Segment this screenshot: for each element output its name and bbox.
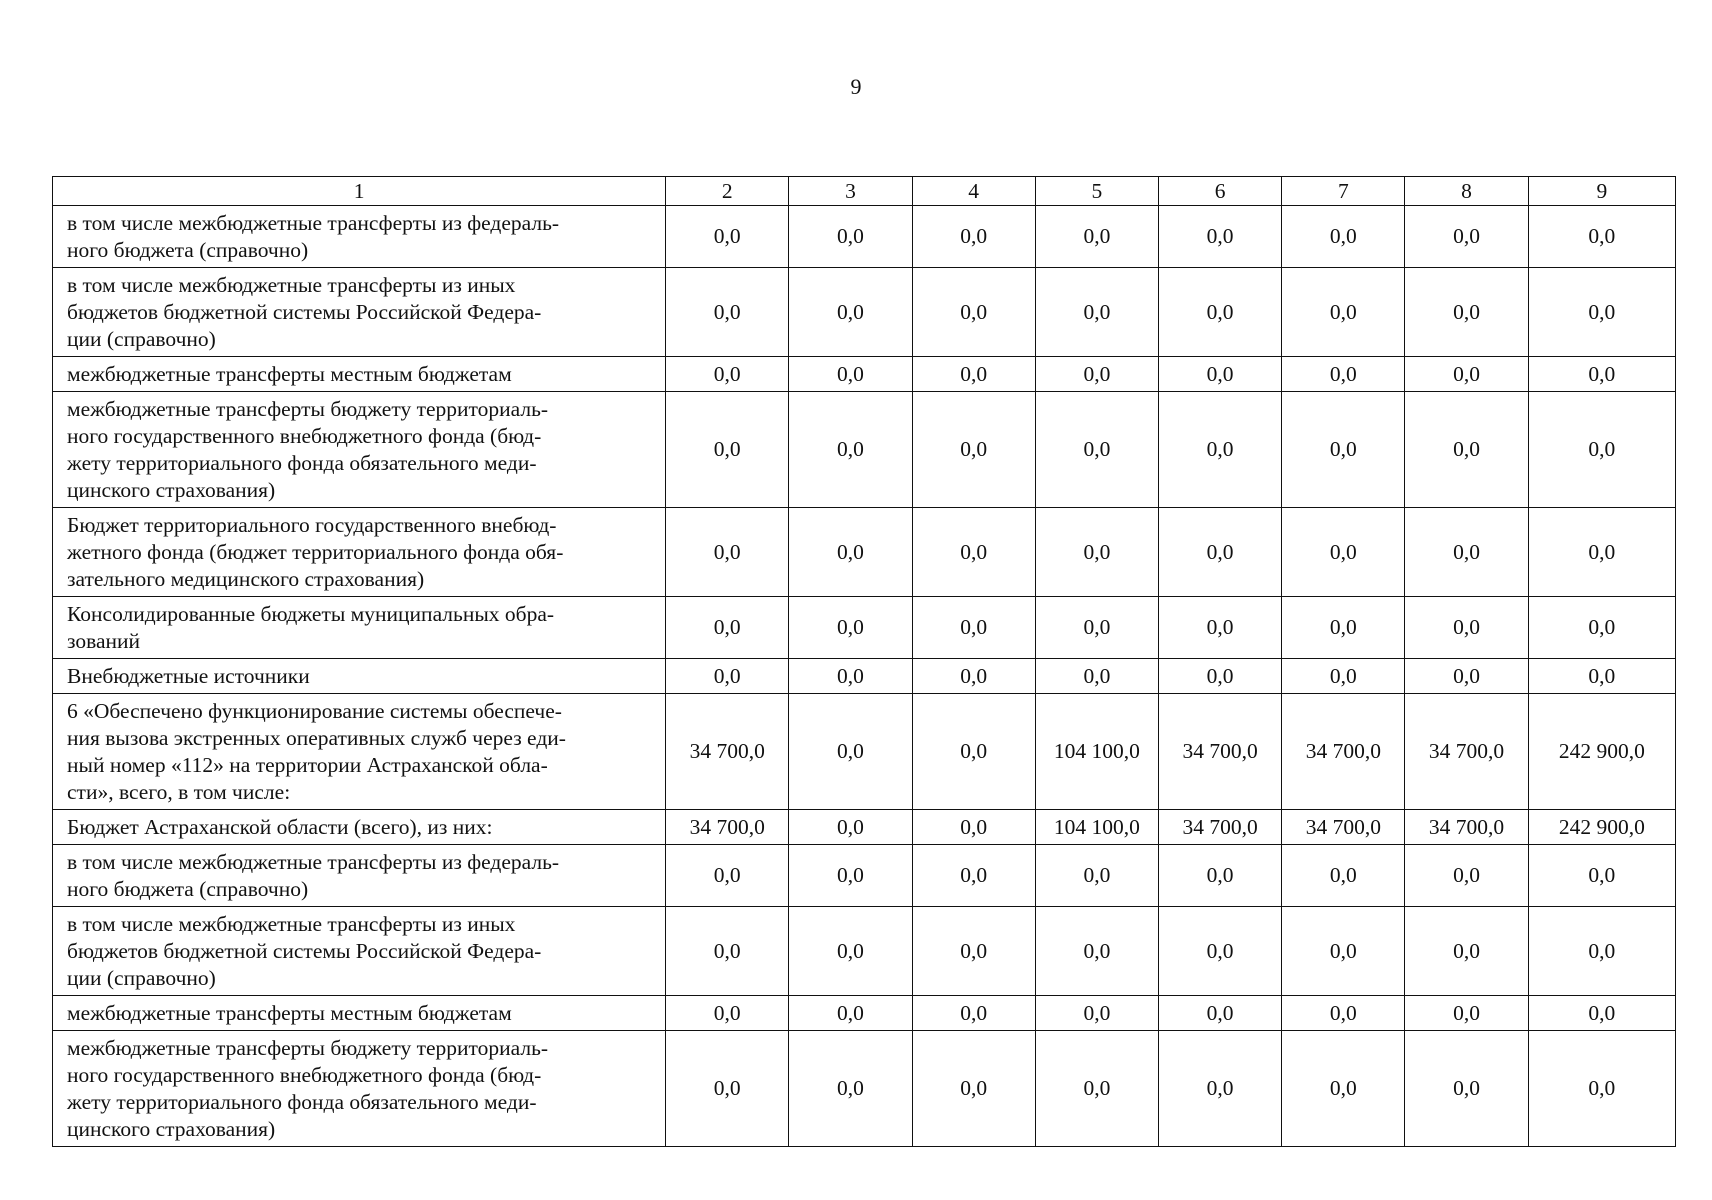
value-cell: 0,0 <box>1035 996 1158 1031</box>
table-row <box>53 206 1676 268</box>
description-line: в том числе межбюджетные трансферты из иных <box>67 272 516 297</box>
value-cell: 0,0 <box>1035 907 1158 996</box>
value-cell: 0,0 <box>1528 357 1675 392</box>
description-line: жету территориального фонда обязательного меди- <box>67 450 537 475</box>
value-cell: 0,0 <box>1035 659 1158 694</box>
value-cell: 0,0 <box>1282 659 1405 694</box>
value-cell: 0,0 <box>1282 357 1405 392</box>
value-cell: 0,0 <box>789 810 912 845</box>
value-cell: 0,0 <box>1405 845 1528 907</box>
value-cell: 34 700,0 <box>666 694 789 810</box>
description-line: в том числе межбюджетные трансферты из иных <box>67 911 516 936</box>
row-description <box>53 508 666 597</box>
description-line: цинского страхования) <box>67 1116 276 1141</box>
value-cell: 0,0 <box>1035 392 1158 508</box>
value-cell: 0,0 <box>1405 357 1528 392</box>
budget-table <box>52 176 1676 1147</box>
row-description <box>53 268 666 357</box>
value-cell: 0,0 <box>666 996 789 1031</box>
description-line: Консолидированные бюджеты муниципальных обра- <box>67 601 555 626</box>
value-cell: 0,0 <box>1528 1031 1675 1147</box>
value-cell: 0,0 <box>666 845 789 907</box>
description-line: бюджетов бюджетной системы Российской Федера- <box>67 299 542 324</box>
table-row <box>53 996 1676 1031</box>
value-cell: 242 900,0 <box>1528 694 1675 810</box>
value-cell: 0,0 <box>1159 206 1282 268</box>
value-cell: 0,0 <box>1159 907 1282 996</box>
value-cell: 0,0 <box>912 1031 1035 1147</box>
table-row <box>53 392 1676 508</box>
column-header: 6 <box>1159 177 1282 206</box>
description-line: Бюджет территориального государственного внебюд- <box>67 512 557 537</box>
description-line: цинского страхования) <box>67 477 276 502</box>
value-cell: 0,0 <box>1282 845 1405 907</box>
description-line: Бюджет Астраханской области (всего), из них: <box>67 814 493 839</box>
value-cell: 0,0 <box>1282 597 1405 659</box>
value-cell: 0,0 <box>1159 392 1282 508</box>
value-cell: 0,0 <box>912 907 1035 996</box>
page-number: 9 <box>850 74 862 99</box>
table-body <box>53 206 1676 1147</box>
value-cell: 104 100,0 <box>1035 810 1158 845</box>
description-line: ного бюджета (справочно) <box>67 237 309 262</box>
value-cell: 0,0 <box>1405 996 1528 1031</box>
value-cell: 34 700,0 <box>1405 694 1528 810</box>
value-cell: 0,0 <box>789 1031 912 1147</box>
value-cell: 0,0 <box>1528 597 1675 659</box>
value-cell: 0,0 <box>1035 508 1158 597</box>
column-header: 5 <box>1035 177 1158 206</box>
description-line: ный номер «112» на территории Астраханской обла- <box>67 752 548 777</box>
value-cell: 34 700,0 <box>666 810 789 845</box>
value-cell: 0,0 <box>666 206 789 268</box>
value-cell: 0,0 <box>666 659 789 694</box>
value-cell: 0,0 <box>912 206 1035 268</box>
value-cell: 0,0 <box>1159 1031 1282 1147</box>
value-cell: 0,0 <box>1159 268 1282 357</box>
description-line: ции (справочно) <box>67 326 216 351</box>
value-cell: 0,0 <box>1528 268 1675 357</box>
value-cell: 242 900,0 <box>1528 810 1675 845</box>
column-number-row <box>53 177 1676 206</box>
column-header: 8 <box>1405 177 1528 206</box>
table-row <box>53 845 1676 907</box>
value-cell: 0,0 <box>789 996 912 1031</box>
value-cell: 0,0 <box>1528 508 1675 597</box>
value-cell: 0,0 <box>1528 659 1675 694</box>
value-cell: 0,0 <box>1405 206 1528 268</box>
column-header: 7 <box>1282 177 1405 206</box>
column-header: 1 <box>53 177 666 206</box>
row-description <box>53 907 666 996</box>
description-line: межбюджетные трансферты бюджету территориаль- <box>67 396 549 421</box>
value-cell: 0,0 <box>1282 392 1405 508</box>
value-cell: 0,0 <box>789 357 912 392</box>
value-cell: 0,0 <box>1035 206 1158 268</box>
value-cell: 0,0 <box>1282 206 1405 268</box>
value-cell: 0,0 <box>1405 907 1528 996</box>
value-cell: 34 700,0 <box>1282 694 1405 810</box>
value-cell: 0,0 <box>1282 996 1405 1031</box>
description-line: межбюджетные трансферты местным бюджетам <box>67 361 512 386</box>
value-cell: 0,0 <box>912 694 1035 810</box>
description-line: ного бюджета (справочно) <box>67 876 309 901</box>
value-cell: 0,0 <box>1159 845 1282 907</box>
row-description <box>53 659 666 694</box>
description-line: жетного фонда (бюджет территориального фонда обя- <box>67 539 564 564</box>
value-cell: 0,0 <box>1405 659 1528 694</box>
description-line: ного государственного внебюджетного фонда (бюд- <box>67 1062 542 1087</box>
value-cell: 0,0 <box>1528 996 1675 1031</box>
value-cell: 0,0 <box>1528 907 1675 996</box>
value-cell: 0,0 <box>789 268 912 357</box>
column-header: 4 <box>912 177 1035 206</box>
value-cell: 0,0 <box>789 206 912 268</box>
table-row <box>53 659 1676 694</box>
row-description <box>53 206 666 268</box>
value-cell: 0,0 <box>666 907 789 996</box>
value-cell: 34 700,0 <box>1159 810 1282 845</box>
description-line: зательного медицинского страхования) <box>67 566 425 591</box>
value-cell: 0,0 <box>789 907 912 996</box>
value-cell: 0,0 <box>912 659 1035 694</box>
value-cell: 0,0 <box>912 392 1035 508</box>
value-cell: 0,0 <box>1159 659 1282 694</box>
description-line: межбюджетные трансферты местным бюджетам <box>67 1000 512 1025</box>
value-cell: 0,0 <box>666 597 789 659</box>
description-line: Внебюджетные источники <box>67 663 310 688</box>
value-cell: 0,0 <box>1405 392 1528 508</box>
table-row <box>53 810 1676 845</box>
description-line: бюджетов бюджетной системы Российской Федера- <box>67 938 542 963</box>
row-description <box>53 1031 666 1147</box>
description-line: жету территориального фонда обязательного меди- <box>67 1089 537 1114</box>
row-description <box>53 845 666 907</box>
value-cell: 0,0 <box>789 508 912 597</box>
value-cell: 0,0 <box>912 597 1035 659</box>
table-row <box>53 1031 1676 1147</box>
table-row <box>53 268 1676 357</box>
value-cell: 0,0 <box>1405 508 1528 597</box>
description-line: в том числе межбюджетные трансферты из федераль- <box>67 210 560 235</box>
table-row <box>53 508 1676 597</box>
row-description <box>53 810 666 845</box>
value-cell: 0,0 <box>912 357 1035 392</box>
value-cell: 34 700,0 <box>1159 694 1282 810</box>
value-cell: 0,0 <box>666 508 789 597</box>
description-line: зований <box>67 628 141 653</box>
value-cell: 0,0 <box>666 357 789 392</box>
value-cell: 0,0 <box>666 1031 789 1147</box>
table-row <box>53 357 1676 392</box>
value-cell: 0,0 <box>666 392 789 508</box>
value-cell: 0,0 <box>1282 268 1405 357</box>
value-cell: 0,0 <box>789 694 912 810</box>
value-cell: 0,0 <box>1035 597 1158 659</box>
value-cell: 0,0 <box>1035 845 1158 907</box>
value-cell: 0,0 <box>1035 357 1158 392</box>
row-description <box>53 996 666 1031</box>
table-row <box>53 907 1676 996</box>
value-cell: 0,0 <box>789 845 912 907</box>
value-cell: 0,0 <box>1159 508 1282 597</box>
value-cell: 0,0 <box>1035 268 1158 357</box>
column-header: 2 <box>666 177 789 206</box>
value-cell: 0,0 <box>912 845 1035 907</box>
value-cell: 0,0 <box>1159 357 1282 392</box>
description-line: ного государственного внебюджетного фонда (бюд- <box>67 423 542 448</box>
value-cell: 0,0 <box>912 508 1035 597</box>
row-description <box>53 597 666 659</box>
value-cell: 34 700,0 <box>1282 810 1405 845</box>
column-header: 9 <box>1528 177 1675 206</box>
value-cell: 104 100,0 <box>1035 694 1158 810</box>
value-cell: 0,0 <box>1405 1031 1528 1147</box>
value-cell: 0,0 <box>789 659 912 694</box>
value-cell: 0,0 <box>789 392 912 508</box>
table-row <box>53 694 1676 810</box>
value-cell: 0,0 <box>1528 206 1675 268</box>
description-line: ции (справочно) <box>67 965 216 990</box>
value-cell: 0,0 <box>1528 845 1675 907</box>
value-cell: 0,0 <box>1282 907 1405 996</box>
value-cell: 0,0 <box>1528 392 1675 508</box>
value-cell: 0,0 <box>1282 508 1405 597</box>
value-cell: 0,0 <box>912 268 1035 357</box>
value-cell: 0,0 <box>1159 996 1282 1031</box>
value-cell: 0,0 <box>666 268 789 357</box>
value-cell: 0,0 <box>1405 597 1528 659</box>
table-row <box>53 597 1676 659</box>
value-cell: 0,0 <box>1035 1031 1158 1147</box>
value-cell: 0,0 <box>1159 597 1282 659</box>
column-header: 3 <box>789 177 912 206</box>
value-cell: 0,0 <box>1282 1031 1405 1147</box>
value-cell: 0,0 <box>912 996 1035 1031</box>
description-line: в том числе межбюджетные трансферты из федераль- <box>67 849 560 874</box>
value-cell: 34 700,0 <box>1405 810 1528 845</box>
value-cell: 0,0 <box>1405 268 1528 357</box>
row-description <box>53 392 666 508</box>
description-line: ния вызова экстренных оперативных служб через еди- <box>67 725 566 750</box>
description-line: 6 «Обеспечено функционирование системы обеспече- <box>67 698 562 723</box>
description-line: сти», всего, в том числе: <box>67 779 291 804</box>
row-description <box>53 694 666 810</box>
value-cell: 0,0 <box>789 597 912 659</box>
value-cell: 0,0 <box>912 810 1035 845</box>
row-description <box>53 357 666 392</box>
description-line: межбюджетные трансферты бюджету территориаль- <box>67 1035 549 1060</box>
